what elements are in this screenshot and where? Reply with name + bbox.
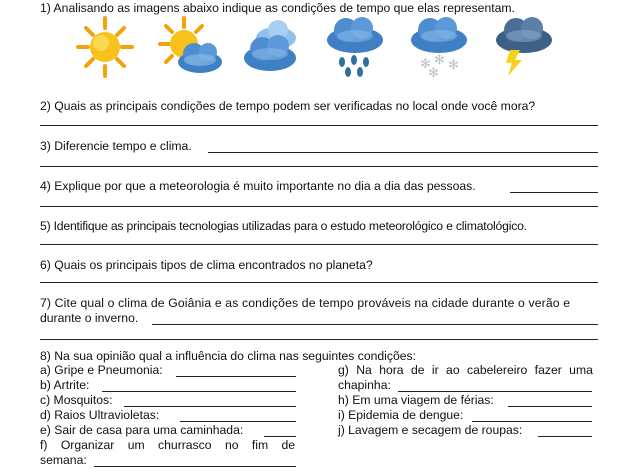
svg-text:✻: ✻ (448, 58, 459, 73)
sun-icon (76, 16, 134, 78)
item-f-line-2: semana: (40, 453, 87, 467)
answer-line[interactable] (40, 339, 598, 340)
answer-line[interactable] (94, 466, 296, 467)
answer-line[interactable] (152, 324, 598, 325)
answer-line[interactable] (40, 166, 598, 167)
answer-line[interactable] (176, 376, 296, 377)
answer-line[interactable] (208, 152, 598, 153)
answer-line[interactable] (508, 406, 592, 407)
answer-line[interactable] (180, 421, 296, 422)
item-c: c) Mosquitos: (40, 393, 113, 407)
answer-line[interactable] (40, 206, 598, 207)
answer-line[interactable] (398, 391, 592, 392)
svg-text:✻: ✻ (420, 57, 431, 72)
item-b: b) Artrite: (40, 378, 90, 392)
item-a: a) Gripe e Pneumonia: (40, 363, 163, 377)
answer-line[interactable] (264, 436, 296, 437)
question-8: 8) Na sua opinião qual a influência do clima nas seguintes condições: (40, 349, 417, 363)
answer-line[interactable] (40, 244, 598, 245)
question-5: 5) Identifique as principais tecnologias utilizadas para o estudo meteorológico e climatológico. (40, 219, 527, 233)
svg-text:✻: ✻ (434, 53, 445, 68)
item-i: i) Epidemia de dengue: (338, 408, 464, 422)
question-2: 2) Quais as principais condições de tempo podem ser verificadas no local onde você mora? (40, 99, 536, 113)
question-7-line-2: durante o inverno. (40, 311, 139, 325)
svg-text:✻: ✻ (428, 66, 439, 78)
question-4: 4) Explique por que a meteorologia é muito importante no dia a dia das pessoas. (40, 179, 476, 193)
item-j: j) Lavagem e secagem de roupas: (338, 423, 523, 437)
item-g-line-2: chapinha: (338, 378, 391, 392)
cloudy-icon (238, 16, 308, 78)
weather-icons-row (72, 16, 572, 80)
answer-line[interactable] (102, 391, 296, 392)
item-g-line-1: g) Na hora de ir ao cabelereiro fazer uma (338, 363, 593, 377)
snow-icon (406, 16, 472, 78)
item-h: h) Em uma viagem de férias: (338, 393, 494, 407)
answer-line[interactable] (538, 436, 592, 437)
answer-line[interactable] (40, 125, 598, 126)
question-7-line-1: 7) Cite qual o clima de Goiânia e as condições de tempo prováveis na cidade durante o verão e (40, 296, 571, 310)
answer-line[interactable] (124, 406, 296, 407)
answer-line[interactable] (40, 282, 598, 283)
question-3: 3) Diferencie tempo e clima. (40, 139, 192, 153)
item-e: e) Sair de casa para uma caminhada: (40, 423, 244, 437)
sun-cloud-icon (156, 16, 226, 78)
item-d: d) Raios Ultravioletas: (40, 408, 160, 422)
question-6: 6) Quais os principais tipos de clima encontrados no planeta? (40, 258, 373, 272)
question-1: 1) Analisando as imagens abaixo indique as condições de tempo que elas representam. (40, 1, 515, 15)
storm-icon (488, 16, 556, 78)
answer-line[interactable] (510, 192, 598, 193)
answer-line[interactable] (472, 421, 592, 422)
item-f-line-1: f) Organizar um churrasco no fim de (40, 438, 296, 452)
rain-icon (322, 16, 388, 78)
